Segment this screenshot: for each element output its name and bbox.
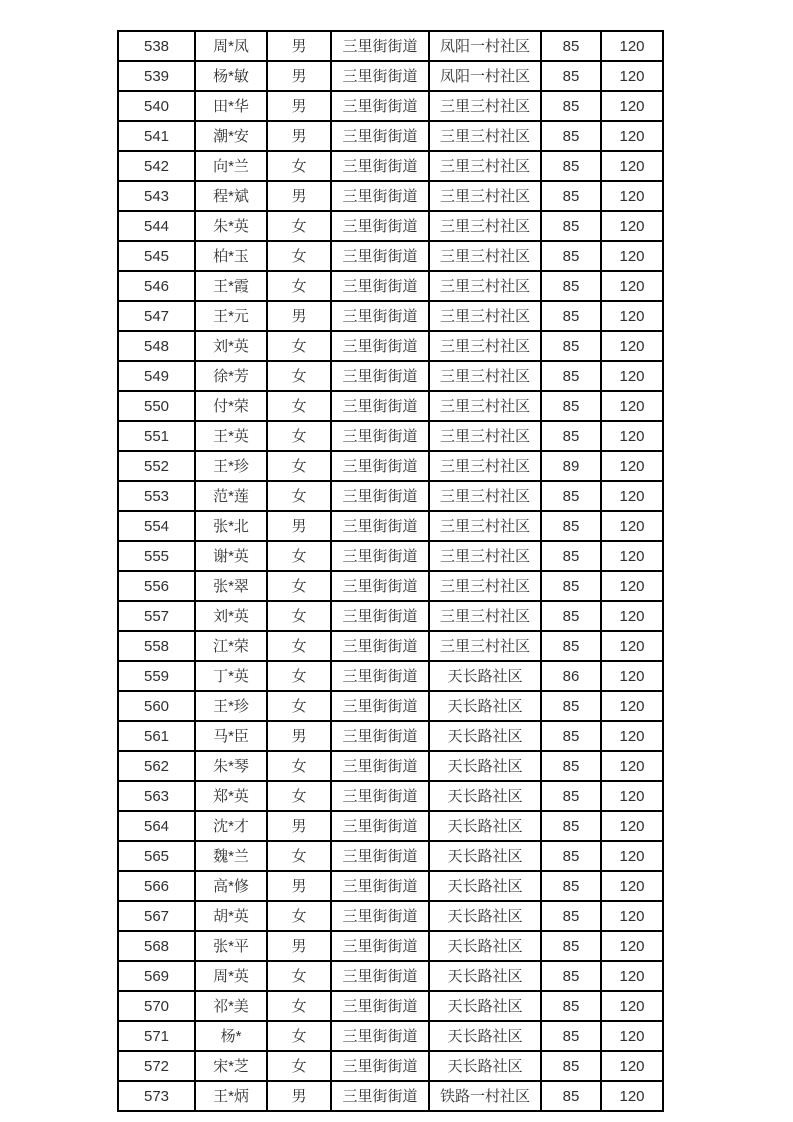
- cell-value-b: 120: [601, 121, 663, 151]
- cell-serial-number: 557: [118, 601, 195, 631]
- table-row: [118, 571, 663, 601]
- table-row: [118, 661, 663, 691]
- cell-value-b: 120: [601, 751, 663, 781]
- cell-value-a: 85: [541, 571, 601, 601]
- table-row: [118, 511, 663, 541]
- cell-serial-number: 552: [118, 451, 195, 481]
- cell-value-a: 85: [541, 361, 601, 391]
- table-row: [118, 541, 663, 571]
- cell-street: 三里街街道: [331, 691, 429, 721]
- cell-community: 三里三村社区: [429, 541, 541, 571]
- cell-gender: 女: [267, 601, 331, 631]
- cell-gender: 女: [267, 961, 331, 991]
- table-row: [118, 91, 663, 121]
- cell-community: 三里三村社区: [429, 331, 541, 361]
- cell-value-a: 85: [541, 181, 601, 211]
- cell-masked-name: 沈*才: [195, 811, 267, 841]
- cell-community: 三里三村社区: [429, 631, 541, 661]
- cell-serial-number: 544: [118, 211, 195, 241]
- cell-serial-number: 545: [118, 241, 195, 271]
- table-row: [118, 211, 663, 241]
- cell-community: 三里三村社区: [429, 391, 541, 421]
- cell-gender: 男: [267, 511, 331, 541]
- cell-street: 三里街街道: [331, 91, 429, 121]
- cell-street: 三里街街道: [331, 961, 429, 991]
- cell-serial-number: 553: [118, 481, 195, 511]
- cell-community: 天长路社区: [429, 751, 541, 781]
- cell-masked-name: 张*北: [195, 511, 267, 541]
- table-row: [118, 31, 663, 61]
- cell-serial-number: 559: [118, 661, 195, 691]
- cell-masked-name: 柏*玉: [195, 241, 267, 271]
- cell-value-a: 85: [541, 331, 601, 361]
- cell-community: 三里三村社区: [429, 601, 541, 631]
- cell-community: 三里三村社区: [429, 91, 541, 121]
- cell-masked-name: 谢*英: [195, 541, 267, 571]
- table-row: [118, 601, 663, 631]
- cell-street: 三里街街道: [331, 1081, 429, 1111]
- cell-gender: 男: [267, 721, 331, 751]
- cell-street: 三里街街道: [331, 181, 429, 211]
- cell-serial-number: 573: [118, 1081, 195, 1111]
- cell-street: 三里街街道: [331, 751, 429, 781]
- cell-value-a: 85: [541, 931, 601, 961]
- cell-street: 三里街街道: [331, 1021, 429, 1051]
- cell-value-a: 85: [541, 511, 601, 541]
- cell-community: 天长路社区: [429, 991, 541, 1021]
- cell-gender: 女: [267, 151, 331, 181]
- cell-community: 三里三村社区: [429, 361, 541, 391]
- table-row: [118, 631, 663, 661]
- cell-value-b: 120: [601, 1051, 663, 1081]
- cell-community: 三里三村社区: [429, 301, 541, 331]
- cell-gender: 女: [267, 631, 331, 661]
- cell-masked-name: 范*莲: [195, 481, 267, 511]
- cell-street: 三里街街道: [331, 631, 429, 661]
- cell-community: 三里三村社区: [429, 271, 541, 301]
- cell-serial-number: 571: [118, 1021, 195, 1051]
- cell-street: 三里街街道: [331, 571, 429, 601]
- cell-masked-name: 王*英: [195, 421, 267, 451]
- cell-value-a: 85: [541, 751, 601, 781]
- cell-street: 三里街街道: [331, 451, 429, 481]
- cell-value-a: 85: [541, 1021, 601, 1051]
- cell-community: 三里三村社区: [429, 451, 541, 481]
- cell-value-b: 120: [601, 331, 663, 361]
- cell-value-a: 85: [541, 1051, 601, 1081]
- cell-value-b: 120: [601, 1081, 663, 1111]
- cell-masked-name: 朱*英: [195, 211, 267, 241]
- cell-street: 三里街街道: [331, 211, 429, 241]
- table-row: [118, 721, 663, 751]
- cell-street: 三里街街道: [331, 721, 429, 751]
- table-row: [118, 301, 663, 331]
- table-row: [118, 931, 663, 961]
- cell-serial-number: 554: [118, 511, 195, 541]
- cell-value-b: 120: [601, 631, 663, 661]
- cell-community: 三里三村社区: [429, 421, 541, 451]
- cell-community: 天长路社区: [429, 901, 541, 931]
- table-row: [118, 991, 663, 1021]
- table-row: [118, 331, 663, 361]
- cell-serial-number: 540: [118, 91, 195, 121]
- cell-street: 三里街街道: [331, 781, 429, 811]
- cell-community: 铁路一村社区: [429, 1081, 541, 1111]
- table-row: [118, 241, 663, 271]
- cell-serial-number: 539: [118, 61, 195, 91]
- cell-community: 三里三村社区: [429, 181, 541, 211]
- cell-value-b: 120: [601, 811, 663, 841]
- cell-serial-number: 549: [118, 361, 195, 391]
- cell-masked-name: 胡*英: [195, 901, 267, 931]
- table-row: [118, 841, 663, 871]
- cell-gender: 女: [267, 781, 331, 811]
- cell-masked-name: 马*臣: [195, 721, 267, 751]
- table-row: [118, 361, 663, 391]
- cell-gender: 女: [267, 841, 331, 871]
- cell-value-b: 120: [601, 31, 663, 61]
- cell-value-a: 85: [541, 31, 601, 61]
- cell-gender: 男: [267, 31, 331, 61]
- cell-serial-number: 538: [118, 31, 195, 61]
- cell-serial-number: 566: [118, 871, 195, 901]
- table-row: [118, 421, 663, 451]
- roster-table: [117, 30, 664, 1112]
- cell-gender: 男: [267, 91, 331, 121]
- cell-value-b: 120: [601, 1021, 663, 1051]
- cell-street: 三里街街道: [331, 361, 429, 391]
- table-row: [118, 751, 663, 781]
- cell-value-b: 120: [601, 901, 663, 931]
- cell-community: 三里三村社区: [429, 511, 541, 541]
- cell-masked-name: 周*凤: [195, 31, 267, 61]
- cell-value-b: 120: [601, 991, 663, 1021]
- cell-gender: 男: [267, 181, 331, 211]
- cell-masked-name: 周*英: [195, 961, 267, 991]
- cell-masked-name: 张*翠: [195, 571, 267, 601]
- cell-value-a: 85: [541, 811, 601, 841]
- cell-community: 天长路社区: [429, 781, 541, 811]
- cell-serial-number: 563: [118, 781, 195, 811]
- cell-street: 三里街街道: [331, 991, 429, 1021]
- cell-value-a: 85: [541, 241, 601, 271]
- table-row: [118, 691, 663, 721]
- cell-value-a: 85: [541, 421, 601, 451]
- cell-masked-name: 刘*英: [195, 331, 267, 361]
- cell-community: 三里三村社区: [429, 211, 541, 241]
- cell-value-a: 85: [541, 601, 601, 631]
- cell-masked-name: 祁*美: [195, 991, 267, 1021]
- cell-masked-name: 丁*英: [195, 661, 267, 691]
- cell-community: 天长路社区: [429, 1051, 541, 1081]
- cell-gender: 男: [267, 811, 331, 841]
- cell-serial-number: 562: [118, 751, 195, 781]
- cell-masked-name: 王*霞: [195, 271, 267, 301]
- cell-masked-name: 田*华: [195, 91, 267, 121]
- cell-street: 三里街街道: [331, 871, 429, 901]
- cell-serial-number: 572: [118, 1051, 195, 1081]
- cell-street: 三里街街道: [331, 61, 429, 91]
- cell-serial-number: 565: [118, 841, 195, 871]
- cell-street: 三里街街道: [331, 331, 429, 361]
- cell-gender: 男: [267, 121, 331, 151]
- cell-community: 天长路社区: [429, 931, 541, 961]
- cell-value-a: 85: [541, 481, 601, 511]
- cell-masked-name: 杨*: [195, 1021, 267, 1051]
- cell-street: 三里街街道: [331, 151, 429, 181]
- cell-gender: 男: [267, 301, 331, 331]
- cell-community: 天长路社区: [429, 961, 541, 991]
- cell-value-b: 120: [601, 151, 663, 181]
- cell-value-b: 120: [601, 541, 663, 571]
- cell-value-a: 85: [541, 691, 601, 721]
- cell-street: 三里街街道: [331, 1051, 429, 1081]
- cell-gender: 女: [267, 751, 331, 781]
- cell-value-a: 85: [541, 901, 601, 931]
- cell-value-b: 120: [601, 661, 663, 691]
- cell-serial-number: 558: [118, 631, 195, 661]
- cell-serial-number: 569: [118, 961, 195, 991]
- cell-value-b: 120: [601, 781, 663, 811]
- cell-value-a: 85: [541, 841, 601, 871]
- cell-street: 三里街街道: [331, 301, 429, 331]
- cell-community: 天长路社区: [429, 841, 541, 871]
- cell-value-b: 120: [601, 271, 663, 301]
- cell-serial-number: 556: [118, 571, 195, 601]
- cell-masked-name: 朱*琴: [195, 751, 267, 781]
- cell-street: 三里街街道: [331, 841, 429, 871]
- cell-community: 三里三村社区: [429, 571, 541, 601]
- cell-value-b: 120: [601, 391, 663, 421]
- cell-serial-number: 548: [118, 331, 195, 361]
- roster-table-body: [118, 31, 663, 1111]
- cell-serial-number: 560: [118, 691, 195, 721]
- cell-gender: 女: [267, 451, 331, 481]
- table-row: [118, 391, 663, 421]
- table-row: [118, 121, 663, 151]
- cell-gender: 男: [267, 61, 331, 91]
- cell-gender: 女: [267, 331, 331, 361]
- cell-gender: 男: [267, 931, 331, 961]
- cell-street: 三里街街道: [331, 241, 429, 271]
- table-row: [118, 1081, 663, 1111]
- cell-community: 天长路社区: [429, 871, 541, 901]
- cell-gender: 女: [267, 661, 331, 691]
- cell-value-a: 85: [541, 631, 601, 661]
- cell-value-a: 85: [541, 271, 601, 301]
- cell-serial-number: 555: [118, 541, 195, 571]
- cell-serial-number: 561: [118, 721, 195, 751]
- cell-serial-number: 567: [118, 901, 195, 931]
- cell-masked-name: 程*斌: [195, 181, 267, 211]
- cell-masked-name: 刘*英: [195, 601, 267, 631]
- table-row: [118, 781, 663, 811]
- table-row: [118, 61, 663, 91]
- cell-gender: 女: [267, 421, 331, 451]
- cell-community: 天长路社区: [429, 691, 541, 721]
- cell-gender: 女: [267, 211, 331, 241]
- cell-masked-name: 王*珍: [195, 691, 267, 721]
- cell-street: 三里街街道: [331, 541, 429, 571]
- cell-gender: 女: [267, 391, 331, 421]
- cell-value-a: 85: [541, 61, 601, 91]
- cell-community: 天长路社区: [429, 1021, 541, 1051]
- cell-serial-number: 543: [118, 181, 195, 211]
- cell-community: 凤阳一村社区: [429, 61, 541, 91]
- cell-value-b: 120: [601, 571, 663, 601]
- cell-gender: 女: [267, 1021, 331, 1051]
- cell-serial-number: 547: [118, 301, 195, 331]
- cell-serial-number: 564: [118, 811, 195, 841]
- cell-serial-number: 551: [118, 421, 195, 451]
- cell-value-b: 120: [601, 871, 663, 901]
- cell-value-a: 85: [541, 961, 601, 991]
- cell-serial-number: 541: [118, 121, 195, 151]
- cell-value-a: 85: [541, 1081, 601, 1111]
- cell-value-a: 86: [541, 661, 601, 691]
- table-row: [118, 271, 663, 301]
- cell-masked-name: 江*荣: [195, 631, 267, 661]
- cell-gender: 女: [267, 901, 331, 931]
- table-row: [118, 181, 663, 211]
- cell-masked-name: 张*平: [195, 931, 267, 961]
- cell-value-a: 85: [541, 781, 601, 811]
- cell-value-a: 85: [541, 721, 601, 751]
- cell-value-b: 120: [601, 61, 663, 91]
- cell-masked-name: 王*珍: [195, 451, 267, 481]
- cell-value-a: 85: [541, 211, 601, 241]
- cell-street: 三里街街道: [331, 661, 429, 691]
- cell-serial-number: 568: [118, 931, 195, 961]
- cell-community: 凤阳一村社区: [429, 31, 541, 61]
- cell-street: 三里街街道: [331, 391, 429, 421]
- cell-masked-name: 向*兰: [195, 151, 267, 181]
- cell-community: 三里三村社区: [429, 151, 541, 181]
- cell-community: 三里三村社区: [429, 121, 541, 151]
- cell-masked-name: 付*荣: [195, 391, 267, 421]
- cell-street: 三里街街道: [331, 121, 429, 151]
- cell-gender: 女: [267, 241, 331, 271]
- cell-masked-name: 王*炳: [195, 1081, 267, 1111]
- cell-value-b: 120: [601, 361, 663, 391]
- cell-masked-name: 宋*芝: [195, 1051, 267, 1081]
- cell-street: 三里街街道: [331, 601, 429, 631]
- cell-gender: 女: [267, 991, 331, 1021]
- cell-value-b: 120: [601, 211, 663, 241]
- cell-masked-name: 杨*敏: [195, 61, 267, 91]
- cell-value-a: 85: [541, 871, 601, 901]
- cell-value-b: 120: [601, 931, 663, 961]
- cell-street: 三里街街道: [331, 481, 429, 511]
- cell-value-b: 120: [601, 181, 663, 211]
- cell-value-b: 120: [601, 481, 663, 511]
- table-row: [118, 481, 663, 511]
- cell-value-b: 120: [601, 421, 663, 451]
- cell-value-a: 85: [541, 121, 601, 151]
- cell-serial-number: 550: [118, 391, 195, 421]
- cell-masked-name: 王*元: [195, 301, 267, 331]
- cell-value-a: 85: [541, 301, 601, 331]
- cell-street: 三里街街道: [331, 811, 429, 841]
- cell-value-b: 120: [601, 511, 663, 541]
- cell-value-b: 120: [601, 841, 663, 871]
- cell-gender: 女: [267, 481, 331, 511]
- cell-street: 三里街街道: [331, 901, 429, 931]
- cell-serial-number: 546: [118, 271, 195, 301]
- cell-gender: 男: [267, 1081, 331, 1111]
- cell-masked-name: 高*修: [195, 871, 267, 901]
- cell-value-a: 85: [541, 991, 601, 1021]
- cell-gender: 女: [267, 541, 331, 571]
- cell-value-b: 120: [601, 241, 663, 271]
- cell-masked-name: 徐*芳: [195, 361, 267, 391]
- cell-value-a: 85: [541, 541, 601, 571]
- cell-gender: 女: [267, 361, 331, 391]
- cell-value-a: 85: [541, 151, 601, 181]
- cell-value-b: 120: [601, 301, 663, 331]
- cell-gender: 女: [267, 1051, 331, 1081]
- cell-street: 三里街街道: [331, 421, 429, 451]
- cell-gender: 女: [267, 571, 331, 601]
- table-row: [118, 151, 663, 181]
- cell-gender: 女: [267, 691, 331, 721]
- cell-street: 三里街街道: [331, 271, 429, 301]
- table-row: [118, 811, 663, 841]
- cell-value-b: 120: [601, 451, 663, 481]
- table-row: [118, 961, 663, 991]
- cell-masked-name: 潮*安: [195, 121, 267, 151]
- table-row: [118, 1051, 663, 1081]
- cell-serial-number: 570: [118, 991, 195, 1021]
- cell-community: 天长路社区: [429, 721, 541, 751]
- cell-value-b: 120: [601, 91, 663, 121]
- cell-value-b: 120: [601, 721, 663, 751]
- cell-gender: 男: [267, 871, 331, 901]
- cell-serial-number: 542: [118, 151, 195, 181]
- cell-community: 三里三村社区: [429, 241, 541, 271]
- cell-value-a: 85: [541, 391, 601, 421]
- cell-masked-name: 魏*兰: [195, 841, 267, 871]
- cell-value-a: 89: [541, 451, 601, 481]
- table-row: [118, 901, 663, 931]
- cell-street: 三里街街道: [331, 31, 429, 61]
- cell-community: 天长路社区: [429, 661, 541, 691]
- cell-value-b: 120: [601, 601, 663, 631]
- cell-value-a: 85: [541, 91, 601, 121]
- cell-street: 三里街街道: [331, 511, 429, 541]
- cell-gender: 女: [267, 271, 331, 301]
- table-row: [118, 871, 663, 901]
- cell-value-b: 120: [601, 961, 663, 991]
- cell-masked-name: 郑*英: [195, 781, 267, 811]
- cell-community: 三里三村社区: [429, 481, 541, 511]
- cell-value-b: 120: [601, 691, 663, 721]
- cell-street: 三里街街道: [331, 931, 429, 961]
- table-row: [118, 1021, 663, 1051]
- table-row: [118, 451, 663, 481]
- cell-community: 天长路社区: [429, 811, 541, 841]
